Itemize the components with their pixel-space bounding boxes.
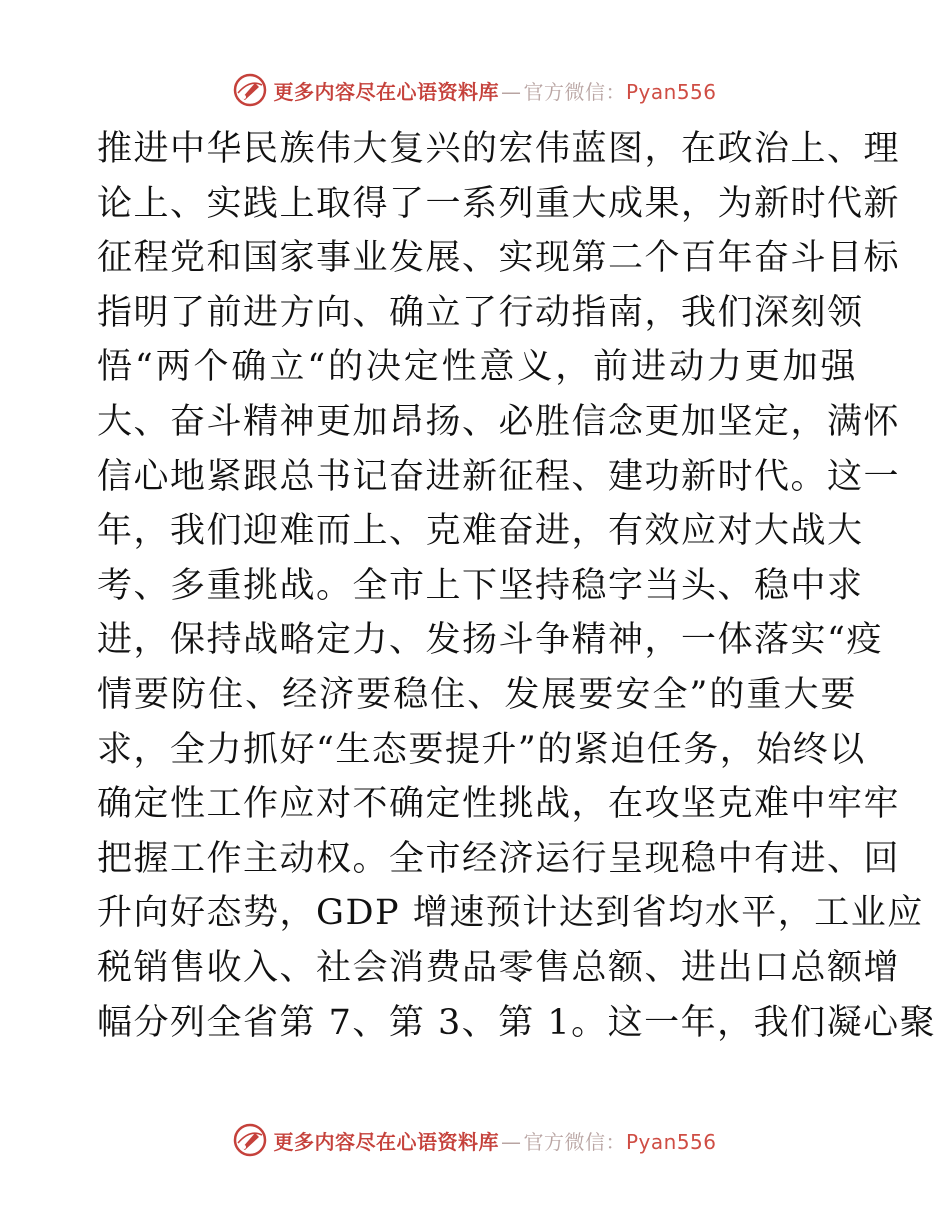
text-line: 情要防住、经济要稳住、发展要安全”的重大要	[97, 674, 857, 715]
text-line: 考、多重挑战。全市上下坚持稳字当头、稳中求	[97, 565, 864, 606]
text-line: 确定性工作应对不确定性挑战，在攻坚克难中牢牢	[97, 784, 901, 825]
text-line: 把握工作主动权。全市经济运行呈现稳中有进、回	[97, 838, 901, 879]
text-line: 推进中华民族伟大复兴的宏伟蓝图，在政治上、理	[97, 129, 901, 169]
header-banner	[0, 70, 950, 110]
banner-prefix: 更多内容尽在心语资料库	[273, 79, 499, 104]
text-line: 幅分列全省第 7、第 3、第 1。这一年，我们凝心聚	[97, 1002, 937, 1043]
banner-text	[273, 76, 716, 105]
text-line: 求，全力抓好“生态要提升”的紧迫任务，始终以	[97, 729, 866, 770]
text-line: 大、奋斗精神更加昂扬、必胜信念更加坚定，满怀	[97, 401, 901, 442]
pen-nib-logo-icon	[233, 73, 267, 107]
banner-dash: —	[500, 1129, 522, 1154]
text-line: 论上、实践上取得了一系列重大成果，为新时代新	[97, 183, 901, 224]
banner-dash: —	[500, 79, 522, 104]
footer-banner	[0, 1120, 950, 1160]
document-body	[97, 122, 937, 1050]
text-line: 税销售收入、社会消费品零售总额、进出口总额增	[97, 947, 901, 988]
banner-wechat-label: 官方微信：	[523, 79, 626, 104]
text-line: 指明了前进方向、确立了行动指南，我们深刻领	[97, 292, 864, 333]
banner-prefix: 更多内容尽在心语资料库	[273, 1129, 499, 1154]
text-line: 信心地紧跟总书记奋进新征程、建功新时代。这一	[97, 456, 901, 497]
text-line: 征程党和国家事业发展、实现第二个百年奋斗目标	[97, 238, 901, 279]
banner-wechat-id: Pyan556	[625, 1129, 717, 1154]
banner-wechat-label: 官方微信：	[523, 1129, 626, 1154]
text-line: 年，我们迎难而上、克难奋进，有效应对大战大	[97, 511, 864, 552]
banner-text	[273, 1126, 716, 1155]
banner-wechat-id: Pyan556	[625, 79, 717, 104]
text-line: 悟“两个确立“的决定性意义，前进动力更加强	[97, 347, 857, 388]
text-line: 升向好态势，GDP 增速预计达到省均水平，工业应	[97, 893, 924, 934]
text-line: 进，保持战略定力、发扬斗争精神，一体落实“疫	[97, 620, 883, 661]
pen-nib-logo-icon	[233, 1123, 267, 1157]
